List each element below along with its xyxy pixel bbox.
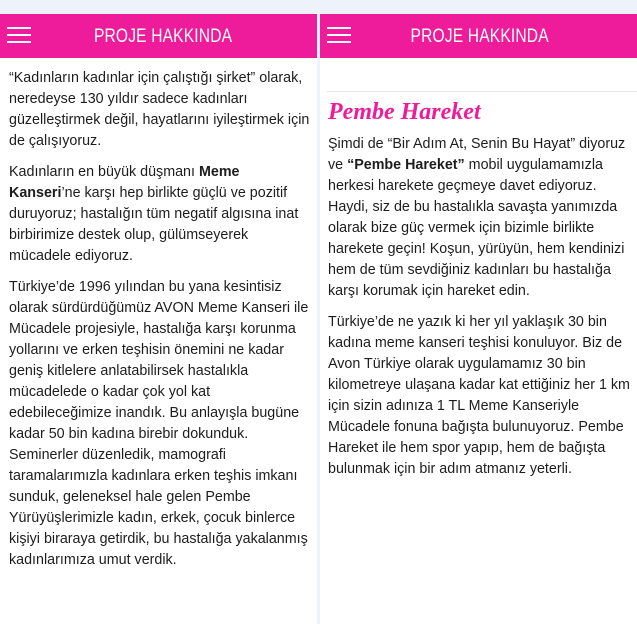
paragraph-text: mobil uygulamamızla herkesi harekete geçmeye davet ediyoruz. Haydi, siz de bu hastalıkla savaşta yanımızda olarak bize güç vermek için bizimle birlikte harekete geçin! Koşun, yürüyün, hem kendinizi hem de tüm sevdiğiniz kadınları bu hastalığa karşı korumak için hareket edin. (328, 157, 625, 299)
page-title: PROJE HAKKINDA (93, 26, 233, 47)
paragraph-intro: “Kadınların kadınlar için çalıştığı şirket” olarak, neredeyse 130 yıldır sadece kadınları güzelleştirmek değil, hayatlarını iyileştirmek için de çalışıyoruz. (9, 70, 310, 149)
paragraph-project-history: Türkiye’de 1996 yılından bu yana kesintisiz olarak sürdürdüğümüz AVON Meme Kanseri ile Mücadele projesiyle, hastalığa karşı korunma yollarını ve erken teşhisin önemini ne kadar geniş kitlelere anlatabilirsek hastalıkla mücadelede o kadar çok yol kat edebileceğimize inandık. Bu anlayışla bugüne kadar 50 bin kadına birebir dokunduk. Seminerler düzenledik, mamografi taramalarımızla kadınlara erken teşhis imkanı sunduk, geleneksel hale gelen Pembe Yürüyüşlerimizle kadın, erkek, çocuk binlerce kişiyi biraraya getirdik, bu hastalığa yakalanmış kadınlarımıza umut verdik. (9, 279, 309, 568)
paragraph-donation: Türkiye’de ne yazık ki her yıl yaklaşık 30 bin kadına meme kanseri teşhisi konuluyor. Biz de Avon Türkiye olarak uygulamamız 30 bin kilometreye ulaşana kadar kat ettiğiniz her 1 km için sizin adınıza 1 TL Meme Kanseriyle Mücadele fonuna bağışta bulunuyoruz. Pembe Hareket ile hem spor yapıp, hem de bağışta bulunmak için bir adım atmanız yeterli. (328, 314, 630, 477)
top-app-bar (320, 14, 637, 58)
hamburger-menu-icon[interactable] (7, 26, 31, 44)
hamburger-menu-icon[interactable] (327, 26, 351, 44)
top-app-bar (0, 14, 317, 58)
about-screen-left (0, 14, 317, 624)
about-screen-right (320, 14, 637, 624)
paragraph-text: ’ne karşı hep birlikte güçlü ve pozitif duruyoruz; hastalığın tüm negatif algısına inat birbirimize destek olup, gülümseyerek mücadele ediyoruz. (9, 185, 299, 264)
about-text (9, 68, 313, 581)
page-title: PROJE HAKKINDA (410, 26, 549, 47)
bold-term-pembe-hareket: “Pembe Hareket” (347, 157, 465, 173)
paragraph-pembe-hareket (328, 134, 637, 302)
paragraph-text: Şimdi de “Bir Adım At, Senin Bu Hayat” diyoruz ve (328, 136, 626, 173)
section-heading: Pembe Hareket (328, 99, 481, 125)
bold-term-meme-kanseri: Meme Kanseri (9, 164, 240, 201)
paragraph-text: Kadınların en büyük düşmanı (9, 164, 199, 180)
paragraph-breast-cancer (9, 162, 313, 267)
pembe-hareket-text (328, 91, 637, 490)
